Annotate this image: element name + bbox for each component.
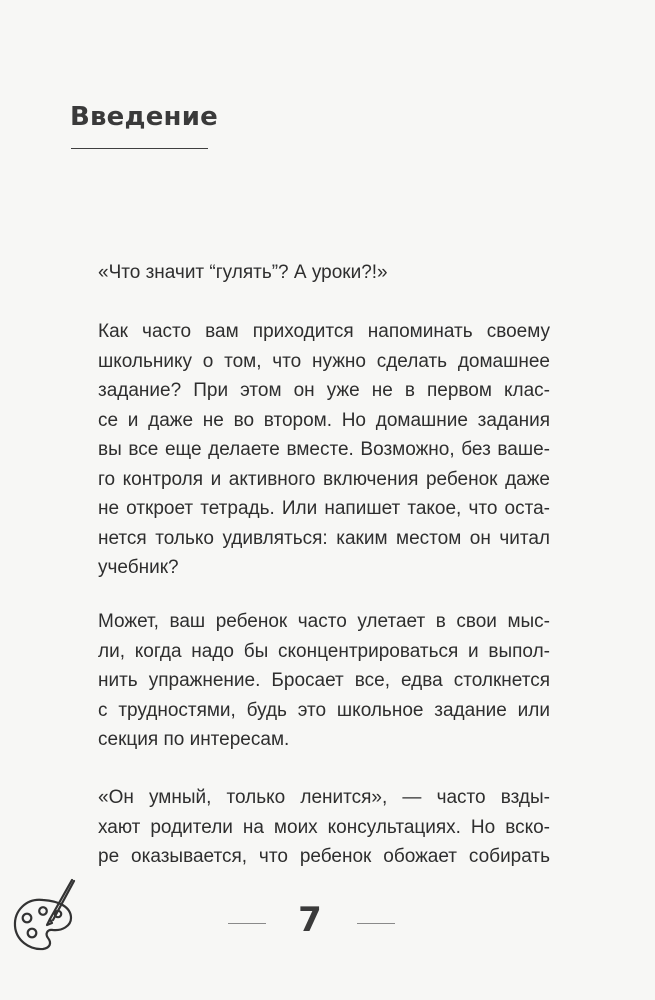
footer-dash-right [357,923,395,924]
text-line: хают родители на моих консультациях. Но вско- [98,816,550,838]
text-line: не откроет тетрадь. Или напишет такое, что оста- [98,498,550,519]
text-line: го контроля и активного включения ребенок даже [98,468,550,490]
text-line: Может, ваш ребенок часто улетает в свои мыс- [98,611,550,632]
text-line: се и даже не во втором. Но домашние задания [98,409,550,431]
text-line: учебник? [98,557,179,578]
palette-brush-icon [10,878,80,958]
text-line: нется только удивляться: каким местом он читал [98,527,550,549]
text-line: ли, когда надо бы сконцентрироваться и выпол- [98,640,550,662]
text-line: «Он умный, только ленится», — часто взды- [98,787,550,808]
text-line: задание? При этом он уже не в первом клас- [98,380,550,401]
page-number: 7 [298,900,322,940]
chapter-heading: Введение [70,102,218,132]
text-line: нить упражнение. Бросает все, едва столкнется [98,670,550,691]
paragraph-homework [98,317,550,583]
text-line: с трудностями, будь это школьное задание или [98,699,550,721]
text-line: «Что значит “гулять”? А уроки?!» [98,262,388,283]
text-line: Как часто вам приходится напоминать своему [98,321,550,342]
text-line: ре оказывается, что ребенок обожает собирать [98,846,550,867]
heading-underline [71,148,208,149]
footer-dash-left [228,923,266,924]
paragraph-quote [98,258,550,288]
text-line: секция по интересам. [98,729,290,750]
paragraph-concentration [98,607,550,755]
text-line: вы все еще делаете вместе. Возможно, без ваше- [98,439,550,460]
paragraph-smart-but-lazy [98,783,550,872]
text-line: школьнику о том, что нужно сделать домашнее [98,350,550,372]
